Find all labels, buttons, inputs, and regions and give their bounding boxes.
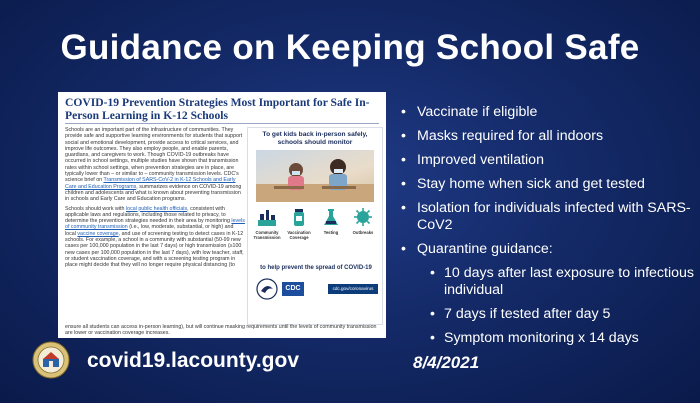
sub-bullet-7-days: • 7 days if tested after day 5 — [430, 306, 698, 323]
vaccination-coverage-item: Vaccination Coverage — [284, 206, 314, 240]
slide-title: Guidance on Keeping School Safe — [60, 28, 640, 67]
outbreaks-icon — [352, 206, 374, 228]
bullet-stay-home: • Stay home when sick and get tested — [398, 176, 698, 193]
bullet-vaccinate: • Vaccinate if eligible — [398, 104, 698, 121]
monitoring-icons — [252, 206, 378, 258]
cdc-infographic — [247, 127, 383, 325]
bullet-isolation: • Isolation for individuals infected with SARS-CoV2 — [398, 200, 698, 234]
footer-url[interactable]: covid19.lacounty.gov — [87, 349, 299, 372]
document-divider — [65, 123, 379, 124]
classroom-photo — [256, 150, 374, 202]
community-transmission-item: Community Transmission — [252, 206, 282, 240]
testing-item: Testing — [316, 206, 346, 235]
document-paragraph-3: ensure all students can access in-person learning), but will continue masking requirements until the levels of community transmission are lower or vaccination coverage increases. — [65, 324, 377, 337]
sub-bullet-symptom-monitoring: • Symptom monitoring x 14 days — [430, 330, 698, 347]
la-county-seal-icon — [32, 341, 70, 379]
infographic-heading: To get kids back in-person safely, schools should monitor — [262, 131, 368, 146]
document-excerpt — [58, 92, 386, 338]
vaccine-coverage-link[interactable]: vaccine coverage — [77, 230, 119, 237]
bullet-ventilation: • Improved ventilation — [398, 152, 698, 169]
guidance-bullets — [398, 104, 698, 354]
document-paragraph-1: Schools are an important part of the infrastructure of communities. They provide safe and supportive learning environments for students that support social and emotional development, provide access to critical services, and improve life outcomes. They also employ people, and enable parents, guardians, and caregivers to work. Though COVID-19 outbreaks have occurred in school settings, multiple studies have shown that transmission rates within school settings, when prevention strategies are in place, are typically lower than – or similar to – community transmission levels. CDC's science brief on Transmission of SARS-CoV-2 in K-12 Schools and Early Care and Education Programs, summarizes evidence on COVID-19 among children and adolescents and what is known about preventing transmission in schools and Early Care and Education programs. — [65, 127, 243, 203]
transmission-brief-link[interactable]: Transmission of SARS-CoV-2 in K-12 Schools and Early Care and Education Programs — [65, 177, 236, 190]
slide-date: 8/4/2021 — [413, 353, 480, 372]
outbreaks-item: Outbreaks — [348, 206, 378, 235]
community-transmission-link[interactable]: levels of community transmission — [65, 218, 245, 231]
hhs-seal-icon — [256, 278, 278, 300]
bullet-quarantine: • Quarantine guidance: — [398, 241, 698, 258]
document-paragraph-2: Schools should work with local public health officials, consistent with applicable laws and regulations, including those related to privacy, to determine the prevention strategies needed in their area by monitoring levels of community transmission (i.e., low, moderate, substantial, or high) and local vaccine coverage, and use of screening testing to detect cases in K-12 schools. For example, a school in a community with substantial (50-99 new cases per 100,000 population in the last 7 days) or high transmission (≥100 new cases per 100,000 population in the last 7 days), with low teacher, staff, or student vaccination coverage, and with a screening testing program in place might decide that they will no longer require physical distancing (to — [65, 205, 245, 269]
bullet-masks: • Masks required for all indoors — [398, 128, 698, 145]
cdc-logo: CDC — [282, 282, 304, 296]
testing-icon — [320, 206, 342, 228]
sub-bullet-10-days: • 10 days after last exposure to infectious individual — [430, 265, 698, 299]
document-body-column — [65, 127, 245, 272]
community-transmission-icon — [256, 206, 278, 228]
document-title: COVID-19 Prevention Strategies Most Important for Safe In-Person Learning in K-12 Schools — [65, 96, 370, 122]
cdc-url[interactable]: cdc.gov/coronavirus — [328, 284, 378, 294]
infographic-footer: to help prevent the spread of COVID-19 — [260, 265, 372, 271]
public-health-officials-link[interactable]: local public health officials — [125, 205, 188, 212]
vaccination-coverage-icon — [288, 206, 310, 228]
